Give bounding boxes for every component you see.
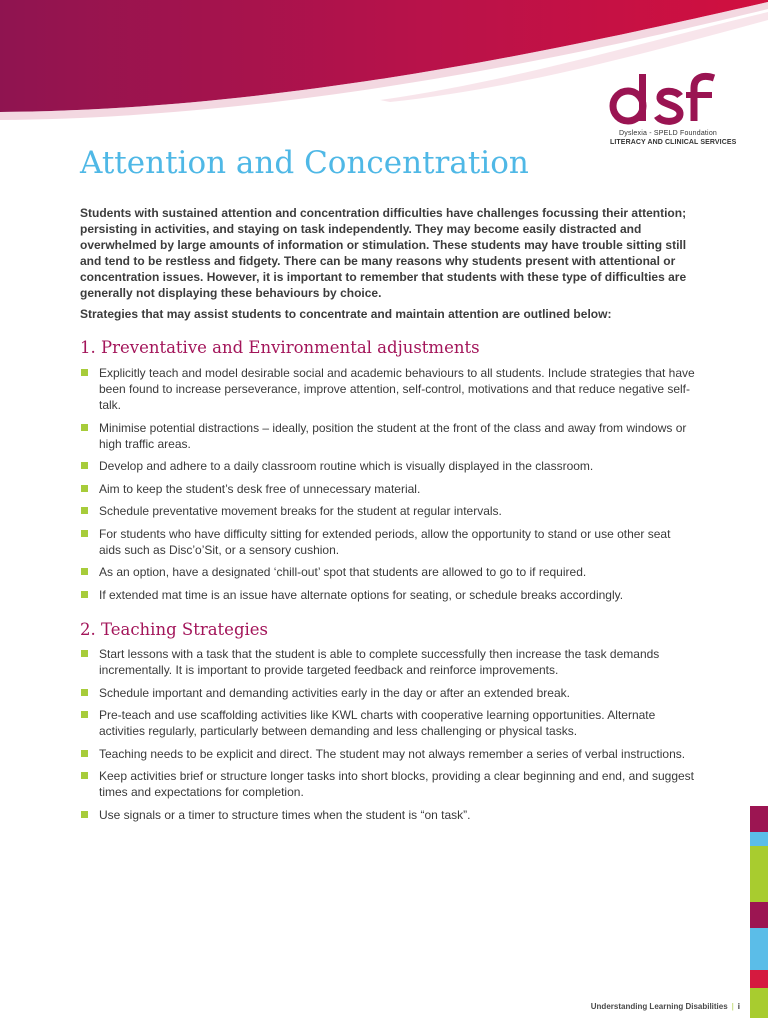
- side-strip-block: [750, 806, 768, 832]
- side-strip-block: [750, 846, 768, 902]
- list-item: [80, 503, 695, 519]
- list-item-text: Teaching needs to be explicit and direct. The student may not always remember a series of verbal instructions.: [99, 746, 686, 761]
- bullet-square-icon: [81, 711, 88, 718]
- bullet-square-icon: [81, 369, 88, 376]
- list-item: [80, 746, 695, 762]
- brand-name: Dyslexia - SPELD Foundation: [619, 130, 717, 137]
- list-item-text: Schedule important and demanding activities early in the day or after an extended break.: [99, 685, 570, 700]
- page-footer: [591, 1002, 740, 1012]
- list-item-text: As an option, have a designated ‘chill-out’ spot that students are allowed to go to if required.: [99, 565, 587, 579]
- list-item: [80, 807, 695, 823]
- bullet-square-icon: [81, 650, 88, 657]
- bullet-square-icon: [81, 689, 88, 696]
- brand-tagline: LITERACY AND CLINICAL SERVICES: [610, 139, 737, 146]
- list-item-text: Use signals or a timer to structure times when the student is “on task”.: [99, 807, 471, 822]
- bullet-square-icon: [81, 485, 88, 492]
- intro-paragraph: Students with sustained attention and concentration difficulties have challenges focussing their attention; persisting in activities, and staying on task independently. They may become easily distracted and overwhelmed by large amounts of information or stimulation. These students may have trouble sitting still and tend to be restless and fidgety. There can be many reasons why students present with attentional or concentration issues. However, it is important to remember that students with these type of difficulties are generally not displaying these behaviours by choice.: [80, 206, 687, 300]
- bullet-square-icon: [81, 772, 88, 779]
- bullet-square-icon: [81, 591, 88, 598]
- list-item: [80, 587, 695, 603]
- list-item-text: Develop and adhere to a daily classroom routine which is visually displayed in the classroom.: [99, 459, 594, 473]
- list-item-text: Start lessons with a task that the student is able to complete successfully then increase the task demands incrementally. It is important to provide targeted feedback and reinforce improvements.: [99, 647, 660, 677]
- list-item-text: Pre-teach and use scaffolding activities like KWL charts with cooperative learning opportunities. Alternate activities regularly, particularly between demanding and less challenging or physical tasks.: [99, 708, 656, 738]
- dsf-logo-mark: [606, 66, 726, 128]
- section-heading-teaching: 2. Teaching Strategies: [80, 620, 269, 639]
- list-item: [80, 365, 695, 413]
- logo-subtitle: [610, 129, 737, 147]
- bullet-square-icon: [81, 750, 88, 757]
- list-item: [80, 707, 695, 739]
- section-heading-preventative: 1. Preventative and Environmental adjustments: [80, 338, 480, 357]
- bullet-square-icon: [81, 424, 88, 431]
- footer-title: Understanding Learning Disabilities: [590, 1002, 728, 1011]
- bullet-square-icon: [81, 462, 88, 469]
- page-title: Attention and Concentration: [80, 145, 529, 181]
- list-item: [80, 685, 695, 701]
- list-item-text: If extended mat time is an issue have alternate options for seating, or schedule breaks accordingly.: [99, 587, 624, 602]
- list-item-text: Schedule preventative movement breaks for the student at regular intervals.: [99, 504, 502, 518]
- side-strip-block: [750, 988, 768, 1018]
- strategies-intro: Strategies that may assist students to concentrate and maintain attention are outlined below:: [80, 307, 612, 321]
- side-color-strip: [750, 806, 768, 1018]
- list-item-text: Keep activities brief or structure longer tasks into short blocks, providing a clear beginning and end, and suggest times and expectations for completion.: [99, 769, 695, 799]
- dsf-logo: [606, 66, 737, 156]
- list-item: [80, 564, 695, 580]
- side-strip-block: [750, 970, 768, 988]
- list-item: [80, 458, 695, 474]
- list-item-text: Minimise potential distractions – ideally, position the student at the front of the class and away from windows or high traffic areas.: [99, 420, 687, 451]
- list-item-text: Aim to keep the student’s desk free of unnecessary material.: [99, 481, 421, 496]
- bullet-square-icon: [81, 568, 88, 575]
- side-strip-block: [750, 902, 768, 928]
- side-strip-block: [750, 832, 768, 846]
- teaching-list: [80, 646, 695, 829]
- page-number: i: [737, 1002, 740, 1011]
- bullet-square-icon: [81, 530, 88, 537]
- footer-separator: |: [731, 1002, 734, 1011]
- list-item-text: Explicitly teach and model desirable social and academic behaviours to all students. Include strategies that have been found to increase perseverance, improve attention, self-control, motivations and that reduce negative self-talk.: [99, 366, 695, 412]
- side-strip-block: [750, 928, 768, 970]
- list-item: [80, 646, 695, 678]
- list-item: [80, 481, 695, 497]
- list-item: [80, 526, 695, 558]
- list-item: [80, 420, 695, 452]
- bullet-square-icon: [81, 811, 88, 818]
- list-item-text: For students who have difficulty sitting for extended periods, allow the opportunity to stand or use other seat aids such as Disc’o’Sit, or a sensory cushion.: [99, 526, 671, 557]
- list-item: [80, 768, 695, 800]
- bullet-square-icon: [81, 507, 88, 514]
- preventative-list: [80, 365, 695, 609]
